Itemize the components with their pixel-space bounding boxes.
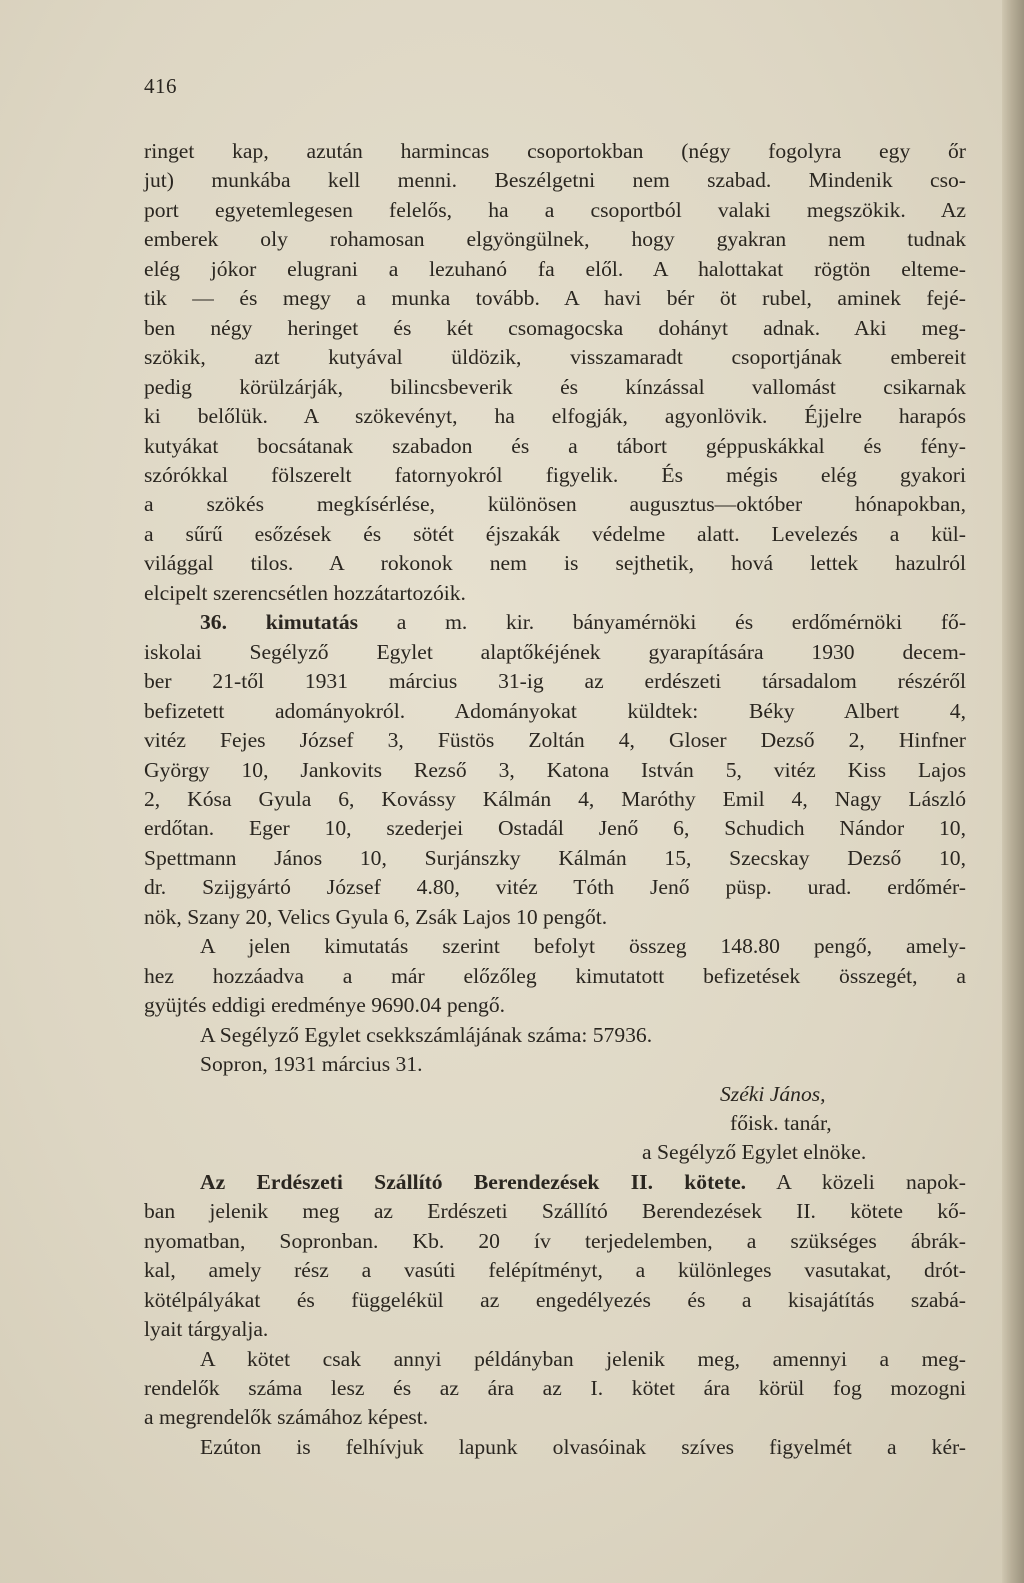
kotet-heading-line — [144, 1168, 966, 1197]
text-line: világgal tilos. A rokonok nem is sejthetik, hová lettek hazulról — [144, 551, 966, 576]
text-line: 2, Kósa Gyula 6, Kovássy Kálmán 4, Maróthy Emil 4, Nagy László — [144, 786, 966, 811]
text-line: pedig körülzárják, bilincsbeverik és kínzással vallomást csikarnak — [144, 374, 966, 399]
text-line: erdőtan. Eger 10, szederjei Ostadál Jenő 6, Schudich Nándor 10, — [144, 816, 966, 841]
kotet-heading-rest: A közeli napok- — [746, 1169, 966, 1194]
text-line: nök, Szany 20, Velics Gyula 6, Zsák Lajos 10 pengőt. — [144, 904, 608, 929]
signature-title: főisk. tanár, — [730, 1110, 832, 1135]
text-line: ben négy heringet és két csomagocska dohányt adnak. Aki meg- — [144, 315, 966, 340]
signature-name: Széki János, — [720, 1081, 826, 1106]
text-line: gyüjtés eddigi eredménye 9690.04 pengő. — [144, 993, 506, 1018]
text-line: György 10, Jankovits Rezső 3, Katona István 5, vitéz Kiss Lajos — [144, 757, 966, 782]
text-line: hez hozzáadva a már előzőleg kimutatott befizetések összegét, a — [144, 963, 966, 988]
place-date: Sopron, 1931 március 31. — [200, 1052, 423, 1077]
book-spine-shadow — [1002, 0, 1024, 1583]
kimutatas-title: 36. kimutatás — [200, 610, 359, 635]
page-text — [144, 137, 966, 1462]
text-line: kötélpályákat és függelékül az engedélyezés és a kisajátítás szabá- — [144, 1287, 966, 1312]
text-line: A jelen kimutatás szerint befolyt összeg 148.80 pengő, amely- — [200, 934, 966, 959]
text-line: a sűrű esőzések és sötét éjszakák védelme alatt. Levelezés a kül- — [144, 521, 966, 546]
text-line: elcipelt szerencsétlen hozzátartozóik. — [144, 580, 466, 605]
account-line: A Segélyző Egylet csekkszámlájának száma: 57936. — [200, 1022, 653, 1047]
text-line: Ezúton is felhívjuk lapunk olvasóinak szíves figyelmét a kér- — [200, 1434, 966, 1459]
signature-role: a Segélyző Egylet elnöke. — [642, 1140, 867, 1165]
kimutatas-heading-rest: a m. kir. bányamérnöki és erdőmérnöki fő- — [358, 610, 967, 635]
text-line: kutyákat bocsátanak szabadon és a tábort géppuskákkal és fény- — [144, 433, 966, 458]
kimutatas-heading-line — [144, 608, 966, 637]
text-line: A kötet csak annyi példányban jelenik meg, amennyi a meg- — [200, 1346, 966, 1371]
text-line: ki belőlük. A szökevényt, ha elfogják, agyonlövik. Éjjelre harapós — [144, 404, 966, 429]
page-number: 416 — [144, 74, 177, 98]
text-line: Spettmann János 10, Surjánszky Kálmán 15, Szecskay Dezső 10, — [144, 845, 966, 870]
text-line: rendelők száma lesz és az ára az I. kötet ára körül fog mozogni — [144, 1376, 966, 1401]
text-line: a szökés megkísérlése, különösen augusztus—október hónapokban, — [144, 492, 966, 517]
text-line: ringet kap, azután harmincas csoportokban (négy fogolyra egy őr — [144, 139, 966, 163]
text-line: szökik, azt kutyával üldözik, visszamaradt csoportjának embereit — [144, 345, 966, 370]
text-line: dr. Szijgyártó József 4.80, vitéz Tóth Jenő püsp. urad. erdőmér- — [144, 875, 966, 900]
text-line: kal, amely rész a vasúti felépítményt, a különleges vasutakat, drót- — [144, 1258, 966, 1283]
text-line: ber 21-től 1931 március 31-ig az erdészeti társadalom részéről — [144, 669, 966, 694]
text-line: iskolai Segélyző Egylet alaptőkéjének gyarapítására 1930 decem- — [144, 639, 966, 664]
text-line: nyomatban, Sopronban. Kb. 20 ív terjedelemben, a szükséges ábrák- — [144, 1228, 966, 1253]
text-line: elég jókor elugrani a lezuhanó fa elől. A halottakat rögtön elteme- — [144, 256, 966, 281]
text-line: tik — és megy a munka tovább. A havi bér öt rubel, aminek fejé- — [144, 286, 966, 311]
text-line: befizetett adományokról. Adományokat küldtek: Béky Albert 4, — [144, 698, 966, 723]
text-line: emberek oly rohamosan elgyöngülnek, hogy gyakran nem tudnak — [144, 227, 966, 252]
text-line: ban jelenik meg az Erdészeti Szállító Berendezések II. kötete kő- — [144, 1199, 966, 1224]
text-line: szórókkal fölszerelt fatornyokról figyelik. És mégis elég gyakori — [144, 462, 966, 487]
kotet-title: Az Erdészeti Szállító Berendezések II. kötete. — [200, 1169, 747, 1194]
text-line: lyait tárgyalja. — [144, 1317, 269, 1342]
text-line: vitéz Fejes József 3, Füstös Zoltán 4, Gloser Dezső 2, Hinfner — [144, 728, 966, 753]
text-line: port egyetemlegesen felelős, ha a csoportból valaki megszökik. Az — [144, 197, 966, 222]
text-line: jut) munkába kell menni. Beszélgetni nem szabad. Mindenik cso- — [144, 168, 966, 193]
text-line: a megrendelők számához képest. — [144, 1405, 429, 1430]
